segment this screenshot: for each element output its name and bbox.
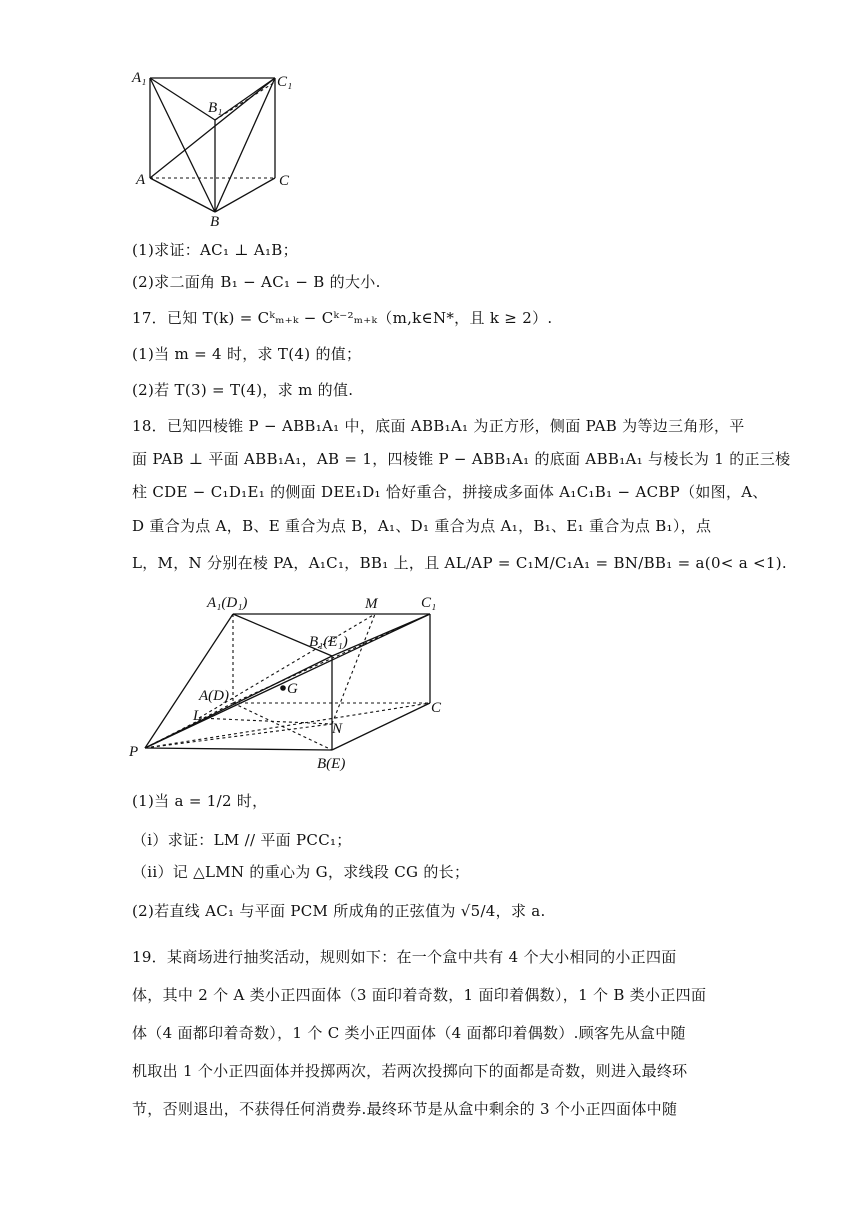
prism-figure (130, 68, 300, 228)
q17-stem: 17．已知 T(k) = Cᵏₘ₊ₖ − Cᵏ⁻²ₘ₊ₖ（m,k∈N*，且 k ≥ 2）. (132, 309, 553, 327)
q17-part1: (1)当 m = 4 时，求 T(4) 的值； (132, 345, 362, 363)
label-A1: A₁ (132, 70, 147, 86)
q17-part2: (2)若 T(3) = T(4)，求 m 的值. (132, 381, 354, 399)
label-B1E1: B₁(E₁) (309, 634, 348, 650)
label-B1: B₁ (208, 100, 223, 116)
q18-line4: D 重合为点 A，B、E 重合为点 B，A₁、D₁ 重合为点 A₁，B₁、E₁ 重合为点 B₁），点 (132, 517, 712, 535)
label-M: M (365, 596, 378, 612)
q19-line-2: 体，其中 2 个 A 类小正四面体（3 面印着奇数，1 面印着偶数），1 个 B 类小正四面 (132, 986, 707, 1004)
label-P: P (129, 744, 139, 760)
label-AD: A(D) (199, 688, 229, 704)
q18-line2: 面 PAB ⊥ 平面 ABB₁A₁，AB = 1，四棱锥 P − ABB₁A₁ 的底面 ABB₁A₁ 与棱长为 1 的正三棱 (132, 450, 791, 468)
q18-part2: (2)若直线 AC₁ 与平面 PCM 所成角的正弦值为 √5/4，求 a. (132, 902, 546, 920)
label-B: B (210, 214, 220, 228)
label-G: G (287, 681, 298, 697)
q19-line-1: 19．某商场进行抽奖活动，规则如下：在一个盒中共有 4 个大小相同的小正四面 (132, 948, 677, 966)
q18-part1: (1)当 a = 1/2 时， (132, 792, 268, 810)
q18-line1: 18．已知四棱锥 P − ABB₁A₁ 中，底面 ABB₁A₁ 为正方形，侧面 PAB 为等边三角形，平 (132, 417, 745, 435)
polyhedron-figure (125, 590, 455, 780)
q18-part1-i: （i）求证：LM // 平面 PCC₁； (132, 831, 352, 849)
label-A1D1: A₁(D₁) (207, 595, 248, 611)
label-C1-fig2: C₁ (421, 595, 437, 611)
q19-line-4: 机取出 1 个小正四面体并投掷两次，若两次投掷向下的面都是奇数，则进入最终环 (132, 1062, 688, 1080)
q18-part1-ii: （ii）记 △LMN 的重心为 G，求线段 CG 的长； (132, 863, 470, 881)
label-A: A (136, 172, 146, 188)
label-C: C (279, 173, 290, 189)
label-N: N (332, 721, 343, 737)
q18-line3: 柱 CDE − C₁D₁E₁ 的侧面 DEE₁D₁ 恰好重合，拼接成多面体 A₁C₁B₁ − ACBP（如图，A、 (132, 483, 768, 501)
q16-part1: (1)求证：AC₁ ⊥ A₁B； (132, 241, 298, 259)
label-BE: B(E) (317, 756, 346, 772)
q19-line-3: 体（4 面都印着奇数），1 个 C 类小正四面体（4 面都印着偶数）.顾客先从盒中随 (132, 1024, 686, 1042)
label-C-fig2: C (431, 700, 442, 716)
label-C1: C₁ (277, 74, 293, 90)
q19-line-5: 节，否则退出，不获得任何消费券.最终环节是从盒中剩余的 3 个小正四面体中随 (132, 1100, 678, 1118)
q18-line5: L，M，N 分别在棱 PA，A₁C₁，BB₁ 上，且 AL/AP = C₁M/C₁A₁ = BN/BB₁ = a(0< a <1). (132, 554, 787, 572)
label-L: L (193, 708, 202, 724)
q16-part2: (2)求二面角 B₁ − AC₁ − B 的大小. (132, 273, 381, 291)
